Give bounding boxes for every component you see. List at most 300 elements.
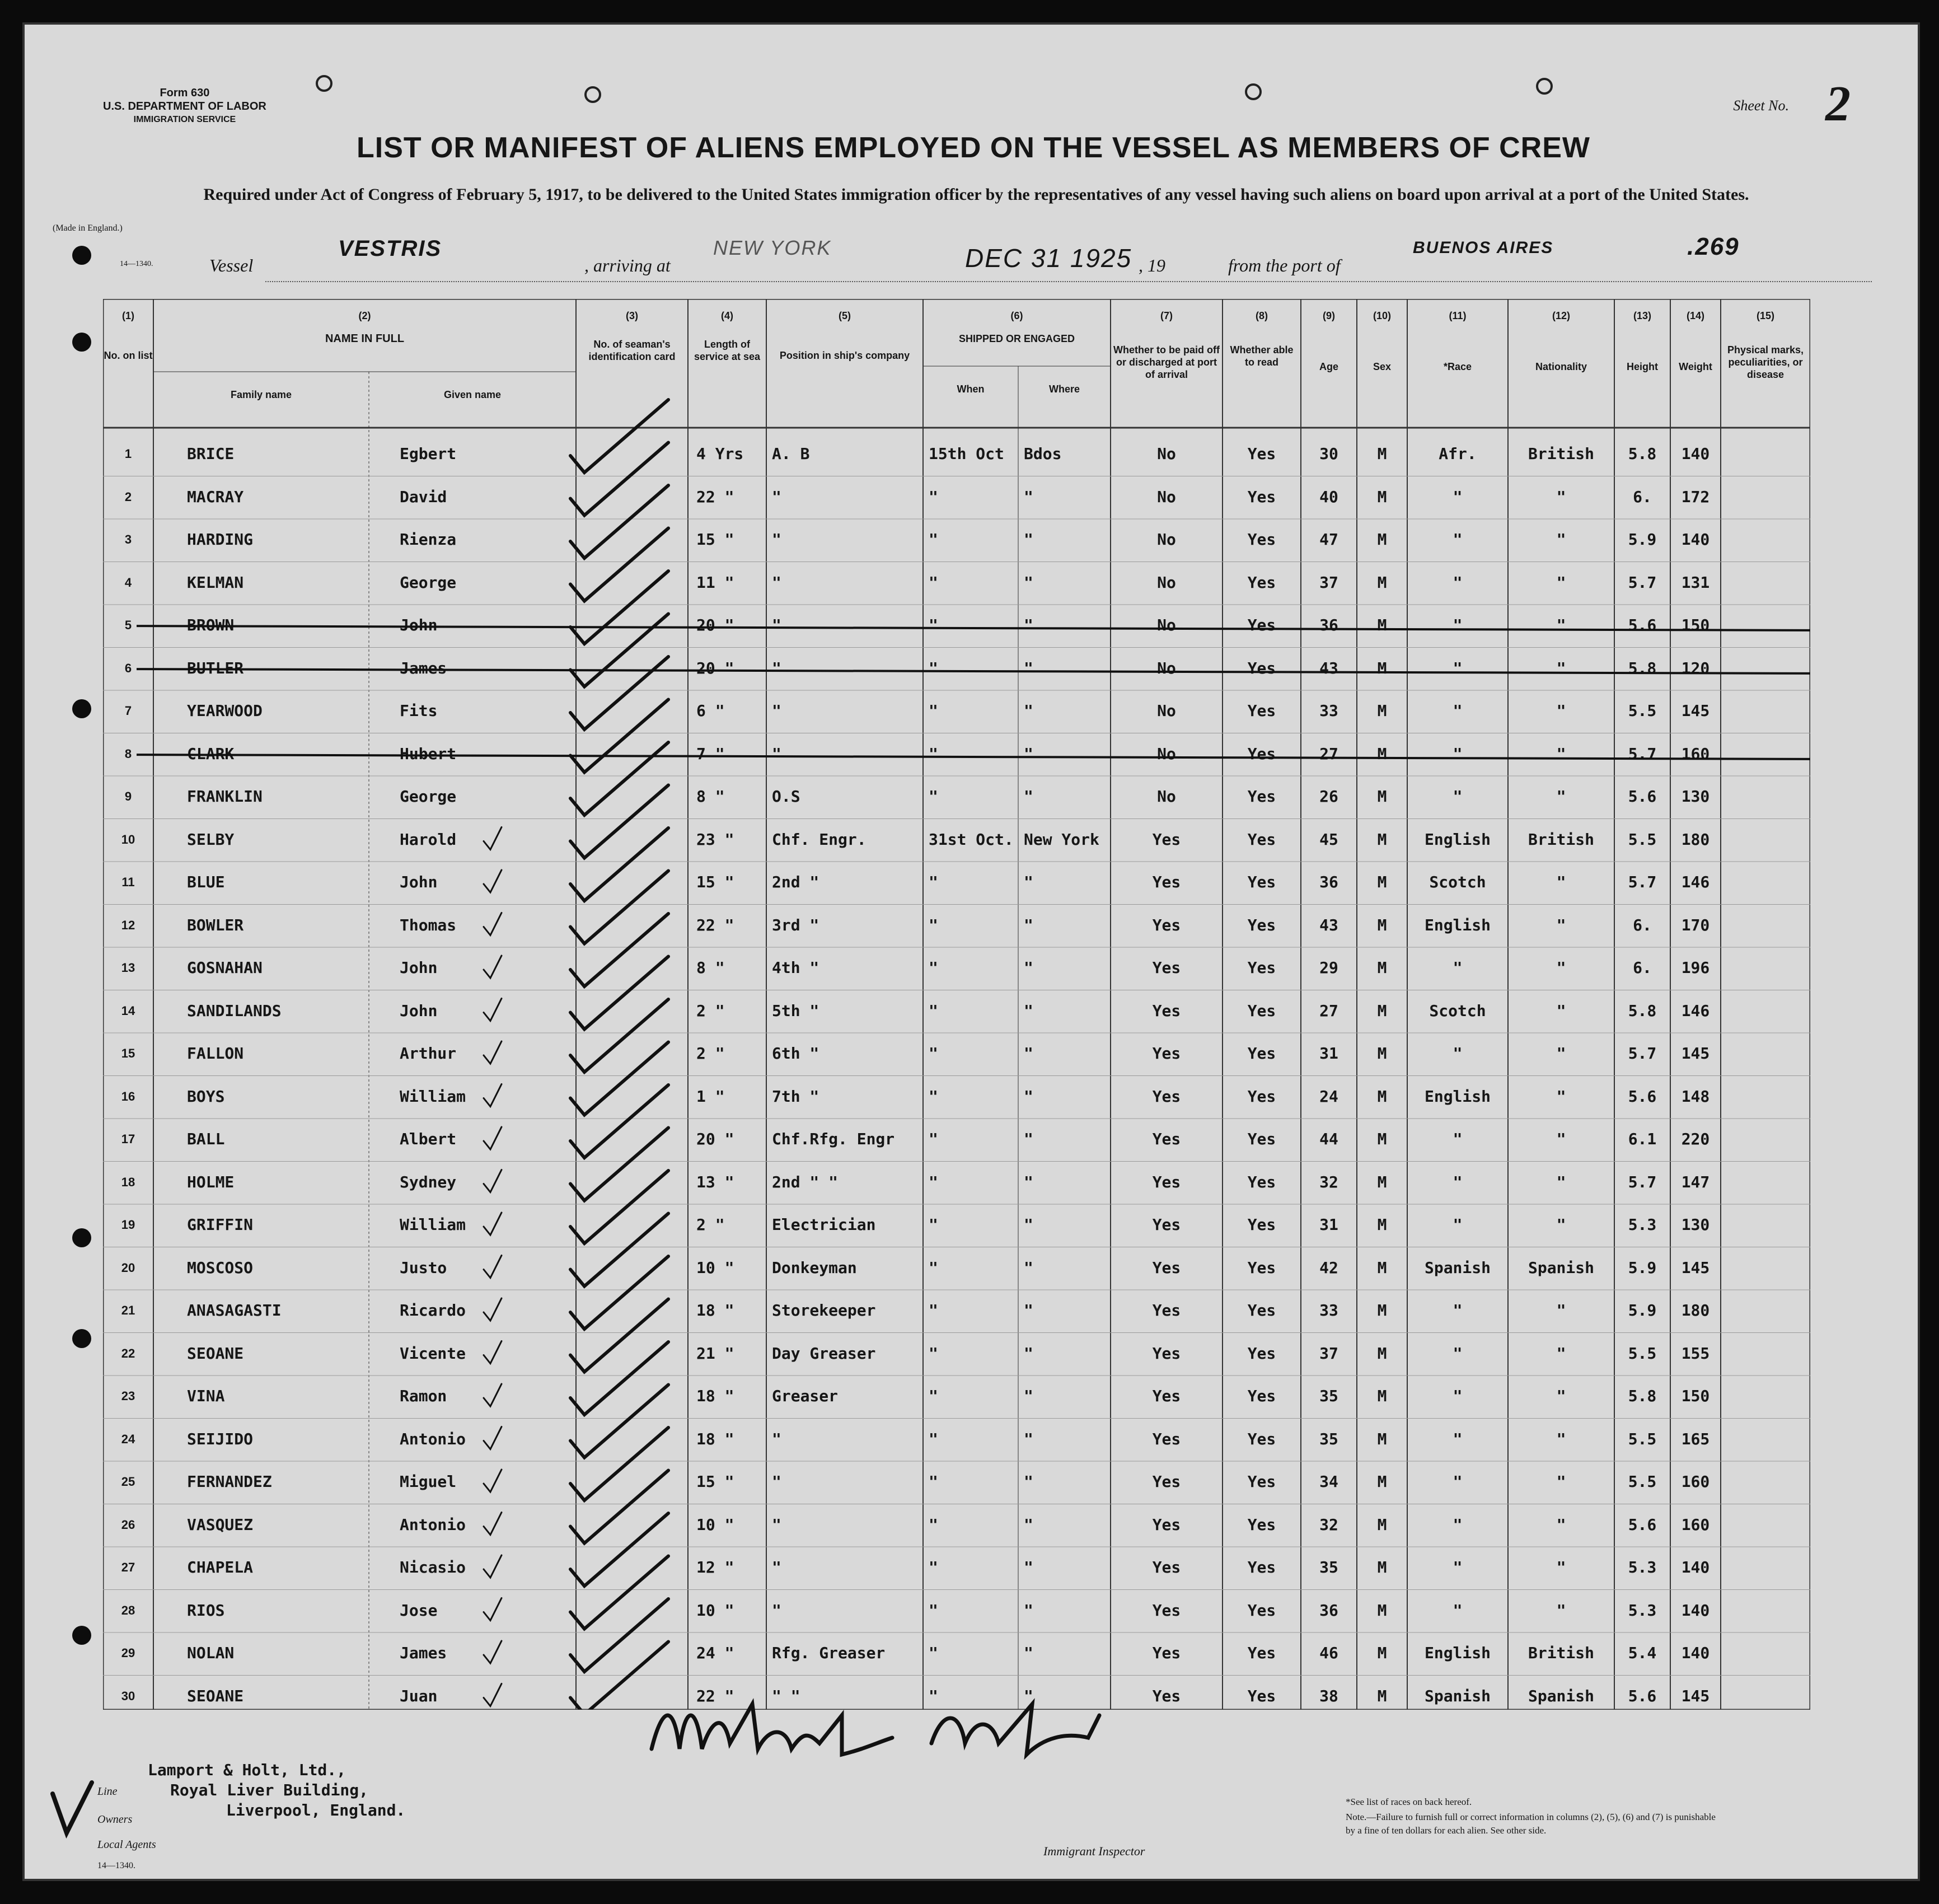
header-height: Height — [1627, 361, 1658, 372]
race-cell: " — [1453, 787, 1463, 806]
length-of-service-cell: 13 " — [696, 1172, 734, 1191]
given-name-cell: Hubert — [400, 744, 457, 763]
given-name-cell: Fits — [400, 701, 438, 720]
table-row — [103, 990, 1810, 1033]
age-cell: 47 — [1319, 530, 1338, 549]
weight-cell: 146 — [1681, 1001, 1710, 1020]
age-cell: 32 — [1319, 1515, 1338, 1534]
sex-cell: M — [1377, 1044, 1387, 1063]
nationality-cell: " — [1556, 658, 1566, 677]
height-cell: 5.8 — [1628, 1387, 1657, 1405]
weight-cell: 140 — [1681, 1644, 1710, 1662]
shipped-where-cell: " — [1024, 1686, 1033, 1705]
family-name-cell: VINA — [187, 1387, 225, 1405]
row-number-cell: 8 — [124, 746, 132, 761]
col-num-4: (4) — [721, 310, 733, 321]
table-row — [103, 433, 1810, 476]
able-to-read-cell: Yes — [1247, 1258, 1276, 1277]
able-to-read-cell: Yes — [1247, 830, 1276, 849]
paid-off-cell: No — [1157, 530, 1176, 549]
shipped-where-cell: " — [1024, 873, 1033, 891]
row-number-cell: 5 — [124, 618, 132, 632]
table-row — [103, 562, 1810, 605]
age-cell: 32 — [1319, 1172, 1338, 1191]
paid-off-cell: Yes — [1152, 1686, 1181, 1705]
length-of-service-cell: 18 " — [696, 1301, 734, 1320]
race-cell: Spanish — [1424, 1686, 1491, 1705]
given-name-cell: John — [400, 1001, 438, 1020]
weight-cell: 180 — [1681, 830, 1710, 849]
given-name-cell: Justo — [400, 1258, 447, 1277]
able-to-read-cell: Yes — [1247, 1130, 1276, 1148]
shipped-where-cell: " — [1024, 1215, 1033, 1234]
position-cell: " — [772, 744, 781, 763]
given-name-cell: Albert — [400, 1130, 457, 1148]
nationality-cell: " — [1556, 873, 1566, 891]
age-cell: 33 — [1319, 1301, 1338, 1320]
table-row — [103, 1290, 1810, 1332]
owner-line-3: Liverpool, England. — [226, 1801, 406, 1819]
family-name-cell: YEARWOOD — [187, 701, 263, 720]
weight-cell: 130 — [1681, 1215, 1710, 1234]
length-of-service-cell: 24 " — [696, 1644, 734, 1662]
family-name-cell: SEOANE — [187, 1686, 244, 1705]
sex-cell: M — [1377, 1644, 1387, 1662]
table-row — [103, 1590, 1810, 1632]
length-of-service-cell: 18 " — [696, 1429, 734, 1448]
nationality-cell: " — [1556, 1001, 1566, 1020]
shipped-when-cell: " — [929, 744, 938, 763]
age-cell: 36 — [1319, 1601, 1338, 1620]
height-cell: 6. — [1633, 915, 1652, 934]
able-to-read-cell: Yes — [1247, 1172, 1276, 1191]
header-race: *Race — [1443, 361, 1472, 372]
nationality-cell: " — [1556, 1044, 1566, 1063]
sheet-number: 2 — [1825, 76, 1851, 132]
paid-off-cell: Yes — [1152, 1515, 1181, 1534]
paid-off-cell: No — [1157, 658, 1176, 677]
shipped-when-cell: " — [929, 1044, 938, 1063]
age-cell: 29 — [1319, 958, 1338, 977]
nationality-cell: " — [1556, 1387, 1566, 1405]
position-cell: " — [772, 1601, 781, 1620]
weight-cell: 145 — [1681, 1686, 1710, 1705]
shipped-when-cell: " — [929, 701, 938, 720]
sex-cell: M — [1377, 616, 1387, 634]
row-number-cell: 27 — [121, 1560, 135, 1574]
shipped-when-cell: " — [929, 573, 938, 592]
given-name-cell: Arthur — [400, 1044, 457, 1063]
row-number-cell: 1 — [124, 447, 132, 461]
given-name-cell: Thomas — [400, 915, 457, 934]
family-name-cell: SEOANE — [187, 1344, 244, 1363]
weight-cell: 160 — [1681, 1515, 1710, 1534]
header-sex: Sex — [1373, 361, 1392, 372]
race-cell: " — [1453, 1601, 1463, 1620]
shipped-where-cell: " — [1024, 658, 1033, 677]
table-row — [103, 1076, 1810, 1119]
shipped-when-cell: 31st Oct. — [929, 830, 1014, 849]
row-number-cell: 25 — [121, 1475, 135, 1489]
service: IMMIGRATION SERVICE — [133, 115, 236, 124]
sex-cell: M — [1377, 1601, 1387, 1620]
table-row — [103, 733, 1810, 776]
given-name-cell: George — [400, 787, 457, 806]
header-id-card: No. of seaman's identification card — [588, 339, 676, 362]
height-cell: 5.6 — [1628, 1515, 1657, 1534]
family-name-cell: GRIFFIN — [187, 1215, 254, 1234]
shipped-where-cell: " — [1024, 487, 1033, 506]
row-number-cell: 9 — [124, 789, 132, 803]
paid-off-cell: Yes — [1152, 1215, 1181, 1234]
col-num-8: (8) — [1256, 310, 1268, 321]
height-cell: 5.8 — [1628, 445, 1657, 463]
able-to-read-cell: Yes — [1247, 1087, 1276, 1106]
given-name-cell: William — [400, 1087, 466, 1106]
sex-cell: M — [1377, 1301, 1387, 1320]
position-cell: Electrician — [772, 1215, 876, 1234]
table-row — [103, 1376, 1810, 1418]
position-cell: 2nd " — [772, 873, 819, 891]
table-row — [103, 1419, 1810, 1461]
nationality-cell: " — [1556, 1429, 1566, 1448]
paid-off-cell: Yes — [1152, 1301, 1181, 1320]
manifest-page — [22, 22, 1920, 1881]
family-name-cell: FERNANDEZ — [187, 1472, 272, 1491]
footer-code: 14—1340. — [97, 1861, 135, 1870]
height-cell: 5.9 — [1628, 1301, 1657, 1320]
shipped-where-cell: " — [1024, 1429, 1033, 1448]
owners-label: Owners — [97, 1813, 133, 1826]
table-row — [103, 1204, 1810, 1247]
paid-off-cell: Yes — [1152, 1172, 1181, 1191]
department: U.S. DEPARTMENT OF LABOR — [103, 100, 266, 113]
shipped-when-cell: " — [929, 616, 938, 634]
weight-cell: 146 — [1681, 873, 1710, 891]
weight-cell: 180 — [1681, 1301, 1710, 1320]
race-cell: " — [1453, 958, 1463, 977]
position-cell: Storekeeper — [772, 1301, 876, 1320]
family-name-cell: BOYS — [187, 1087, 225, 1106]
col-num-12: (12) — [1552, 310, 1570, 321]
paid-off-cell: Yes — [1152, 1344, 1181, 1363]
header-length-service: Length of service at sea — [694, 339, 761, 362]
race-cell: " — [1453, 530, 1463, 549]
shipped-when-cell: " — [929, 1644, 938, 1662]
shipped-where-cell: " — [1024, 1301, 1033, 1320]
table-row — [103, 1033, 1810, 1075]
shipped-where-cell: New York — [1024, 830, 1099, 849]
race-cell: English — [1424, 830, 1491, 849]
header-when: When — [957, 383, 985, 395]
able-to-read-cell: Yes — [1247, 1558, 1276, 1576]
height-cell: 5.4 — [1628, 1644, 1657, 1662]
nationality-cell: " — [1556, 1344, 1566, 1363]
shipped-when-cell: " — [929, 487, 938, 506]
family-name-cell: SANDILANDS — [187, 1001, 282, 1020]
family-name-cell: GOSNAHAN — [187, 958, 263, 977]
sex-cell: M — [1377, 658, 1387, 677]
nationality-cell: " — [1556, 1172, 1566, 1191]
family-name-cell: BRICE — [187, 445, 235, 463]
able-to-read-cell: Yes — [1247, 873, 1276, 891]
able-to-read-cell: Yes — [1247, 1515, 1276, 1534]
row-number-cell: 22 — [121, 1346, 135, 1360]
age-cell: 36 — [1319, 616, 1338, 634]
ring-hole-icon — [316, 75, 332, 92]
family-name-cell: HOLME — [187, 1172, 235, 1191]
table-row — [103, 1504, 1810, 1547]
shipped-when-cell: " — [929, 658, 938, 677]
nationality-cell: " — [1556, 487, 1566, 506]
sex-cell: M — [1377, 744, 1387, 763]
age-cell: 35 — [1319, 1429, 1338, 1448]
race-cell: " — [1453, 1130, 1463, 1148]
shipped-where-cell: " — [1024, 530, 1033, 549]
length-of-service-cell: 15 " — [696, 530, 734, 549]
paid-off-cell: No — [1157, 701, 1176, 720]
height-cell: 5.3 — [1628, 1558, 1657, 1576]
able-to-read-cell: Yes — [1247, 915, 1276, 934]
given-name-cell: Antonio — [400, 1429, 466, 1448]
family-name-cell: RIOS — [187, 1601, 225, 1620]
able-to-read-cell: Yes — [1247, 1472, 1276, 1491]
length-of-service-cell: 20 " — [696, 1130, 734, 1148]
sex-cell: M — [1377, 1558, 1387, 1576]
given-name-cell: Harold — [400, 830, 457, 849]
row-number-cell: 30 — [121, 1688, 135, 1703]
able-to-read-cell: Yes — [1247, 1001, 1276, 1020]
shipped-where-cell: " — [1024, 1044, 1033, 1063]
shipped-when-cell: " — [929, 1087, 938, 1106]
family-name-cell: VASQUEZ — [187, 1515, 254, 1534]
row-number-cell: 19 — [121, 1218, 135, 1232]
family-name-cell: ANASAGASTI — [187, 1301, 282, 1320]
age-cell: 40 — [1319, 487, 1338, 506]
owner-line-2: Royal Liver Building, — [170, 1781, 369, 1799]
race-cell: Scotch — [1429, 873, 1486, 891]
height-cell: 5.5 — [1628, 830, 1657, 849]
age-cell: 30 — [1319, 445, 1338, 463]
given-name-cell: James — [400, 658, 447, 677]
length-of-service-cell: 20 " — [696, 616, 734, 634]
given-name-cell: Jose — [400, 1601, 438, 1620]
col-num-13: (13) — [1633, 310, 1651, 321]
shipped-when-cell: " — [929, 1301, 938, 1320]
able-to-read-cell: Yes — [1247, 1644, 1276, 1662]
race-cell: " — [1453, 573, 1463, 592]
shipped-when-cell: " — [929, 1686, 938, 1705]
given-name-cell: Sydney — [400, 1172, 457, 1191]
table-row — [103, 905, 1810, 947]
height-cell: 5.7 — [1628, 873, 1657, 891]
weight-cell: 220 — [1681, 1130, 1710, 1148]
nationality-cell: " — [1556, 1558, 1566, 1576]
nationality-cell: " — [1556, 1301, 1566, 1320]
height-cell: 5.6 — [1628, 1686, 1657, 1705]
race-cell: " — [1453, 1472, 1463, 1491]
family-name-cell: SEIJIDO — [187, 1429, 254, 1448]
owner-line-1: Lamport & Holt, Ltd., — [148, 1761, 346, 1779]
col-num-9: (9) — [1323, 310, 1335, 321]
family-name-cell: FRANKLIN — [187, 787, 263, 806]
col-num-10: (10) — [1373, 310, 1391, 321]
sex-cell: M — [1377, 915, 1387, 934]
punch-hole-icon — [72, 1228, 91, 1247]
weight-cell: 170 — [1681, 915, 1710, 934]
shipped-when-cell: " — [929, 1387, 938, 1405]
weight-cell: 148 — [1681, 1087, 1710, 1106]
able-to-read-cell: Yes — [1247, 744, 1276, 763]
race-cell: " — [1453, 658, 1463, 677]
sex-cell: M — [1377, 830, 1387, 849]
sheet-label: Sheet No. — [1733, 97, 1789, 114]
able-to-read-cell: Yes — [1247, 487, 1276, 506]
race-cell: Scotch — [1429, 1001, 1486, 1020]
length-of-service-cell: 10 " — [696, 1258, 734, 1277]
able-to-read-cell: Yes — [1247, 573, 1276, 592]
row-number-cell: 11 — [121, 875, 135, 889]
list-number: .269 — [1687, 233, 1740, 260]
age-cell: 27 — [1319, 744, 1338, 763]
sex-cell: M — [1377, 1686, 1387, 1705]
row-number-cell: 12 — [121, 918, 135, 932]
position-cell: " — [772, 701, 781, 720]
row-number-cell: 10 — [121, 832, 135, 846]
shipped-when-cell: " — [929, 1601, 938, 1620]
shipped-when-cell: " — [929, 1558, 938, 1576]
family-name-cell: FALLON — [187, 1044, 244, 1063]
punch-hole-icon — [72, 1329, 91, 1348]
paid-off-cell: Yes — [1152, 1130, 1181, 1148]
age-cell: 34 — [1319, 1472, 1338, 1491]
height-cell: 6.1 — [1628, 1130, 1657, 1148]
col-num-15: (15) — [1756, 310, 1774, 321]
nationality-cell: British — [1528, 1644, 1594, 1662]
sex-cell: M — [1377, 873, 1387, 891]
shipped-where-cell: " — [1024, 787, 1033, 806]
table-row — [103, 1461, 1810, 1504]
given-name-cell: Ramon — [400, 1387, 447, 1405]
weight-cell: 150 — [1681, 616, 1710, 634]
shipped-where-cell: " — [1024, 1087, 1033, 1106]
header-able-to-read: Whether able to read — [1230, 344, 1294, 368]
shipped-where-cell: " — [1024, 958, 1033, 977]
position-cell: " — [772, 1558, 781, 1576]
given-name-cell: John — [400, 958, 438, 977]
length-of-service-cell: 23 " — [696, 830, 734, 849]
row-number-cell: 17 — [121, 1132, 135, 1146]
vessel-label: Vessel — [209, 255, 254, 275]
nationality-cell: " — [1556, 1087, 1566, 1106]
given-name-cell: Miguel — [400, 1472, 457, 1491]
paid-off-cell: Yes — [1152, 958, 1181, 977]
weight-cell: 145 — [1681, 1258, 1710, 1277]
given-name-cell: James — [400, 1644, 447, 1662]
family-name-cell: BOWLER — [187, 915, 244, 934]
shipped-where-cell: " — [1024, 1258, 1033, 1277]
paid-off-cell: Yes — [1152, 1387, 1181, 1405]
able-to-read-cell: Yes — [1247, 1387, 1276, 1405]
header-family-name: Family name — [230, 389, 292, 400]
shipped-where-cell: Bdos — [1024, 445, 1062, 463]
height-cell: 5.6 — [1628, 616, 1657, 634]
height-cell: 5.7 — [1628, 573, 1657, 592]
age-cell: 35 — [1319, 1558, 1338, 1576]
shipped-when-cell: " — [929, 958, 938, 977]
given-name-cell: Vicente — [400, 1344, 466, 1363]
header-age: Age — [1319, 361, 1338, 372]
row-number-cell: 20 — [121, 1260, 135, 1275]
row-number-cell: 26 — [121, 1517, 135, 1532]
position-cell: 2nd " " — [772, 1172, 839, 1191]
length-of-service-cell: 2 " — [696, 1044, 725, 1063]
length-of-service-cell: 4 Yrs — [696, 445, 744, 463]
able-to-read-cell: Yes — [1247, 1215, 1276, 1234]
height-cell: 5.6 — [1628, 787, 1657, 806]
length-of-service-cell: 18 " — [696, 1387, 734, 1405]
header-where: Where — [1048, 383, 1080, 395]
row-number-cell: 15 — [121, 1046, 135, 1060]
col-num-5: (5) — [839, 310, 851, 321]
row-number-cell: 4 — [124, 575, 132, 590]
shipped-where-cell: " — [1024, 1130, 1033, 1148]
row-number-cell: 29 — [121, 1646, 135, 1660]
family-name-cell: BROWN — [187, 616, 235, 634]
able-to-read-cell: Yes — [1247, 1429, 1276, 1448]
position-cell: " " — [772, 1686, 800, 1705]
nationality-cell: " — [1556, 915, 1566, 934]
position-cell: " — [772, 616, 781, 634]
ring-hole-icon — [1245, 83, 1262, 100]
age-cell: 36 — [1319, 873, 1338, 891]
table-row — [103, 690, 1810, 733]
row-number-cell: 14 — [121, 1003, 135, 1018]
height-cell: 6. — [1633, 958, 1652, 977]
nationality-cell: " — [1556, 744, 1566, 763]
shipped-when-cell: " — [929, 787, 938, 806]
sex-cell: M — [1377, 1087, 1387, 1106]
position-cell: Day Greaser — [772, 1344, 876, 1363]
position-cell: 4th " — [772, 958, 819, 977]
table-row — [103, 1333, 1810, 1376]
length-of-service-cell: 6 " — [696, 701, 725, 720]
race-cell: " — [1453, 701, 1463, 720]
col-num-3: (3) — [626, 310, 638, 321]
race-cell: " — [1453, 1044, 1463, 1063]
row-number-cell: 23 — [121, 1389, 135, 1403]
sex-cell: M — [1377, 787, 1387, 806]
col-num-7: (7) — [1160, 310, 1173, 321]
shipped-where-cell: " — [1024, 744, 1033, 763]
form-number: Form 630 — [160, 87, 210, 99]
age-cell: 33 — [1319, 701, 1338, 720]
family-name-cell: BALL — [187, 1130, 225, 1148]
nationality-cell: " — [1556, 787, 1566, 806]
given-name-cell: Antonio — [400, 1515, 466, 1534]
shipped-where-cell: " — [1024, 1601, 1033, 1620]
page-subtitle: Required under Act of Congress of February 5, 1917, to be delivered to the United States immigration officer by the representatives of any vessel having such aliens on board upon arrival at a port of the United States. — [203, 185, 1749, 204]
row-number-cell: 16 — [121, 1089, 135, 1103]
position-cell: " — [772, 573, 781, 592]
height-cell: 5.3 — [1628, 1601, 1657, 1620]
length-of-service-cell: 12 " — [696, 1558, 734, 1576]
age-cell: 45 — [1319, 830, 1338, 849]
weight-cell: 140 — [1681, 1558, 1710, 1576]
nationality-cell: Spanish — [1528, 1686, 1594, 1705]
weight-cell: 120 — [1681, 658, 1710, 677]
row-number-cell: 3 — [124, 532, 132, 546]
